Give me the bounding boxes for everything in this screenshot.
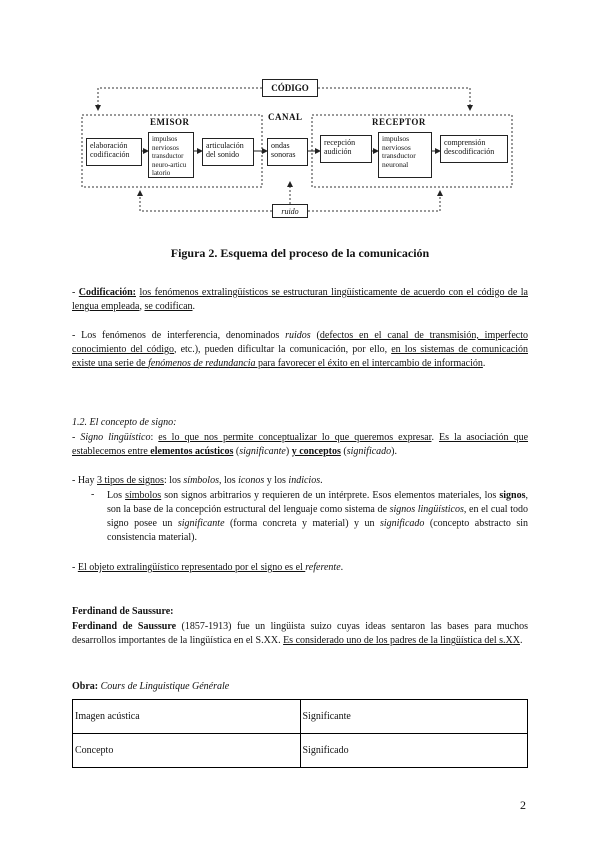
- paragraph-simbolos: Los símbolos son signos arbitrarios y requieren de un intérprete. Esos elementos materiales, los signos, son la base de la concepción estructural del lenguaje como sistema de signos lingüísticos, en el cual todo signo posee un significante (forma concreta y material) y un significado (concepto abstracto sin consistencia material).: [107, 490, 528, 543]
- figure-caption: Figura 2. Esquema del proceso de la comunicación: [170, 246, 430, 260]
- page-number: 2: [520, 798, 526, 812]
- canal-label: CANAL: [268, 112, 303, 122]
- paragraph-signo-linguistico: - Signo lingüístico: es lo que nos permite conceptualizar lo que queremos expresar. Es la asociación que establecemos entre elementos acústicos (significante) y conceptos (significado).: [72, 432, 529, 457]
- signo-table: [72, 699, 528, 768]
- bullet-mark: -: [91, 489, 95, 500]
- elaboracion-box: elaboración codificación: [86, 138, 142, 166]
- paragraph-saussure: Ferdinand de Saussure (1857-1913) fue un lingüista suizo cuyas ideas sentaron las bases para muchos desarrollos importantes de la lingüística en el S.XX. Es considerado uno de los padres de la lingüística del s.XX.: [72, 621, 528, 646]
- term-codificacion: Codificación:: [78, 287, 137, 298]
- obra-line: Obra: Cours de Linguistique Générale: [72, 681, 230, 692]
- impulsos-receptor-box: impulsos nerviosos transductor neuronal: [378, 132, 432, 178]
- impulsos-emisor-box: impulsos nerviosos transductor neuro-articu latorio: [148, 132, 194, 178]
- ondas-box: ondas sonoras: [267, 138, 308, 166]
- saussure-heading: Ferdinand de Saussure:: [72, 606, 174, 617]
- ruido-box: ruido: [272, 204, 308, 218]
- table-cell: Significante: [300, 700, 528, 734]
- paragraph-referente: - El objeto extralingüístico representado por el signo es el referente.: [72, 562, 344, 573]
- paragraph-codificacion: - Codificación: los fenómenos extralingüísticos se estructuran lingüísticamente de acuerdo con el código de la lengua empleada, se codifican.: [72, 287, 528, 312]
- section-heading-signo: 1.2. El concepto de signo:: [72, 417, 177, 428]
- table-cell: Significado: [300, 734, 528, 768]
- table-cell: Concepto: [73, 734, 301, 768]
- table-cell: Imagen acústica: [73, 700, 301, 734]
- comprension-box: comprensión descodificación: [440, 135, 508, 163]
- codigo-box: CÓDIGO: [262, 79, 318, 97]
- paragraph-tipos-signos: - Hay 3 tipos de signos: los símbolos, los iconos y los indicios.: [72, 475, 323, 486]
- recepcion-box: recepción audición: [320, 135, 372, 163]
- emisor-label: EMISOR: [150, 117, 190, 127]
- articulacion-box: articulación del sonido: [202, 138, 254, 166]
- table-row: [73, 700, 528, 734]
- paragraph-ruidos: - Los fenómenos de interferencia, denominados ruidos (defectos en el canal de transmisión, imperfecto conocimiento del código, etc.), pueden dificultar la comunicación, por ello, en los sistemas de comunicación existe una serie de fenómenos de redundancia para favorecer el éxito en el intercambio de información.: [72, 330, 528, 369]
- receptor-label: RECEPTOR: [372, 117, 426, 127]
- table-row: [73, 734, 528, 768]
